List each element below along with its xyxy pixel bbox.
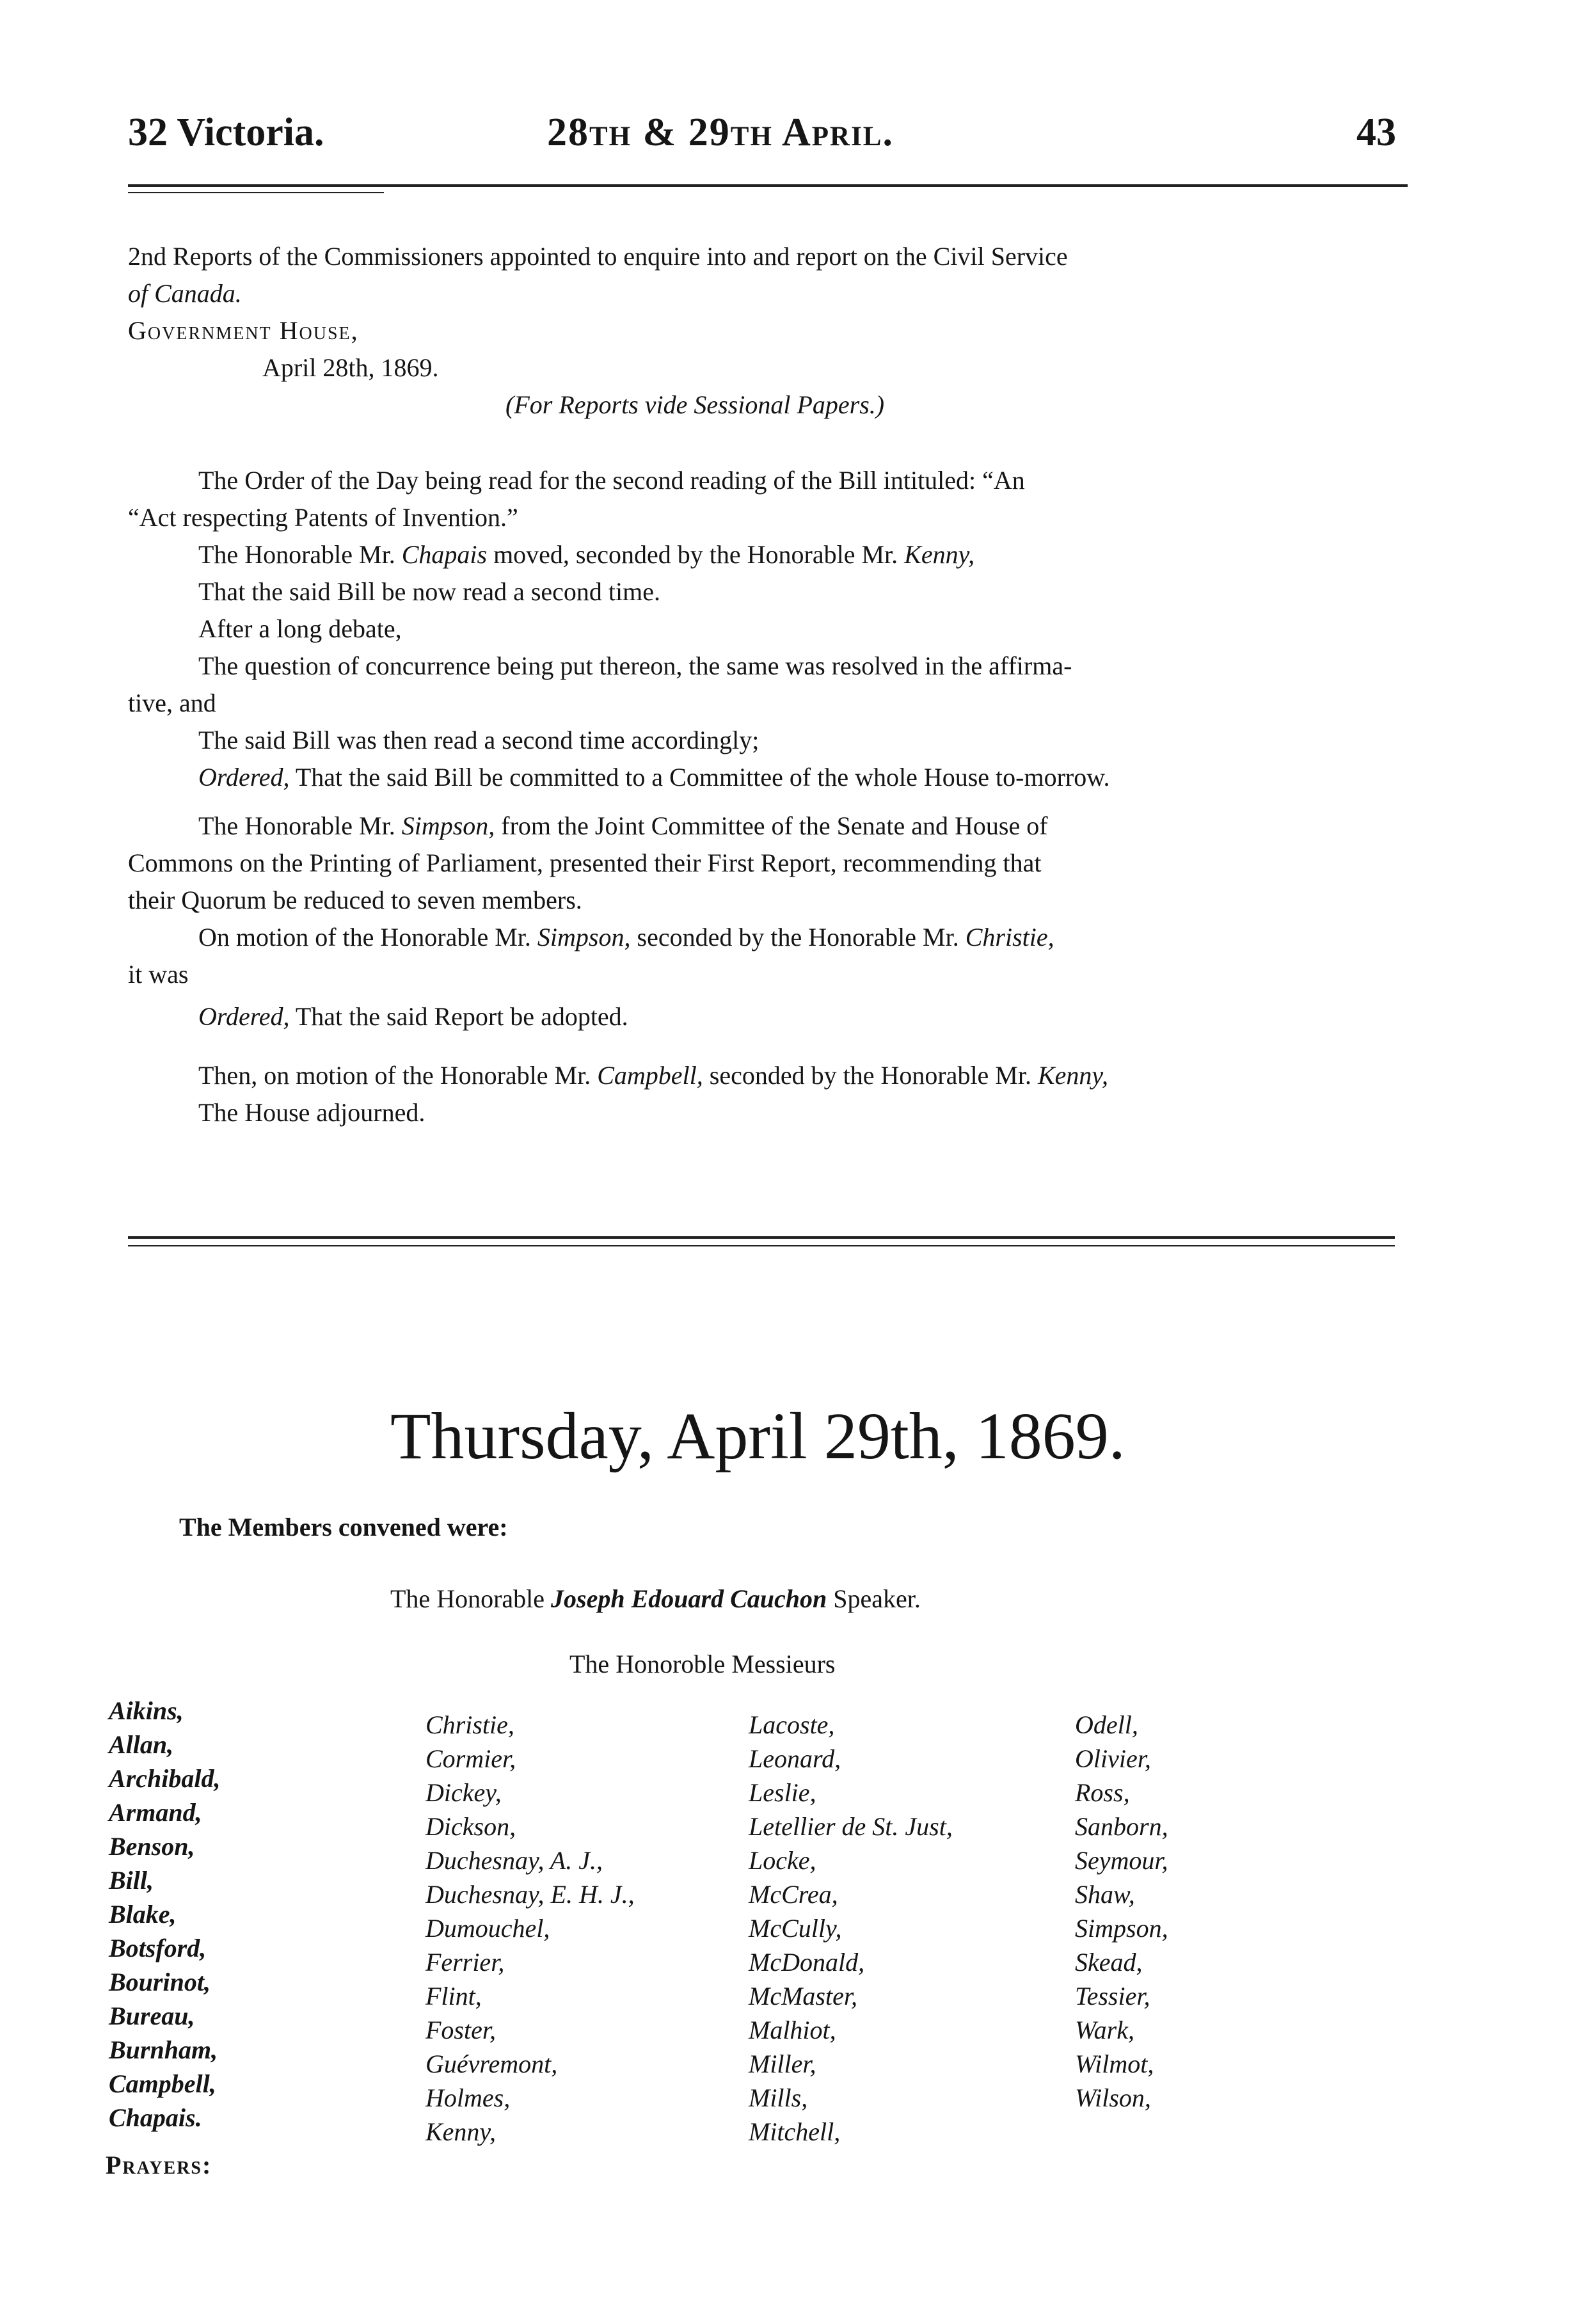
- member-name: Locke,: [749, 1846, 816, 1875]
- member-name: Foster,: [425, 2016, 496, 2044]
- member-name: Aikins,: [109, 1696, 184, 1725]
- member-name: Shaw,: [1075, 1880, 1135, 1909]
- ordered-label-2: Ordered,: [198, 1002, 290, 1031]
- member-name: Simpson,: [1075, 1914, 1168, 1943]
- member-name: Dickson,: [425, 1812, 516, 1841]
- adjourn-line-1c: seconded by the Honorable Mr.: [703, 1061, 1038, 1090]
- speaker-line: [390, 1580, 921, 1618]
- members-column-1: [109, 1694, 220, 2135]
- campbell-name: Campbell,: [597, 1061, 703, 1090]
- member-name: Wark,: [1075, 2016, 1134, 2044]
- member-name: Christie,: [425, 1710, 514, 1739]
- kenny-name: Kenny,: [1037, 1061, 1108, 1090]
- member-name: Chapais.: [109, 2103, 202, 2132]
- printing-line-6: [128, 998, 1408, 1035]
- seconder-name: Kenny,: [904, 540, 975, 569]
- running-head-center: 28th & 29th April.: [547, 111, 894, 154]
- printing-line-4: [128, 919, 1408, 956]
- order-line-9b: That the said Bill be committed to a Committee of the whole House to-morrow.: [289, 763, 1110, 792]
- printing-line-1: [128, 808, 1408, 845]
- header-rule-thick-part: [128, 192, 384, 193]
- member-name: McMaster,: [749, 1982, 857, 2010]
- reports-line-2-text: of Canada.: [128, 279, 242, 308]
- reports-paragraph: [128, 238, 1408, 424]
- order-line-6: The question of concurrence being put thereon, the same was resolved in the affirma-: [198, 651, 1072, 680]
- printing-line-2: Commons on the Printing of Parliament, presented their First Report, recommending that: [128, 848, 1042, 877]
- printing-line-5: it was: [128, 960, 189, 989]
- printing-line-6b: That the said Report be adopted.: [289, 1002, 628, 1031]
- running-head-left: 32 Victoria.: [128, 111, 324, 154]
- member-name: Bill,: [109, 1866, 154, 1895]
- printing-line-1a: The Honorable Mr.: [198, 811, 402, 840]
- reports-note: [128, 386, 1408, 424]
- printing-line-4c: seconded by the Honorable Mr.: [630, 923, 966, 951]
- member-name: Skead,: [1075, 1948, 1143, 1977]
- member-name: Burnham,: [109, 2035, 218, 2064]
- member-name: Bourinot,: [109, 1968, 211, 1996]
- day-title: Thursday, April 29th, 1869.: [390, 1399, 1125, 1473]
- order-line-9: [128, 759, 1408, 796]
- section-divider-rule: [128, 1236, 1395, 1239]
- mover-name: Chapais: [401, 540, 488, 569]
- order-line-3: [128, 536, 1408, 573]
- member-name: Holmes,: [425, 2083, 511, 2112]
- member-name: Sanborn,: [1075, 1812, 1168, 1841]
- reports-line-2: [128, 275, 1408, 312]
- member-name: Mills,: [749, 2083, 808, 2112]
- member-name: McCully,: [749, 1914, 842, 1943]
- adjourn-line-1a: Then, on motion of the Honorable Mr.: [198, 1061, 598, 1090]
- printing-line-1c: from the Joint Committee of the Senate and House of: [495, 811, 1048, 840]
- member-name: Guévremont,: [425, 2049, 558, 2078]
- members-column-2: [425, 1708, 635, 2149]
- member-name: Bureau,: [109, 2002, 195, 2030]
- prayers-heading: Prayers:: [106, 2151, 212, 2179]
- order-line-8: The said Bill was then read a second time accordingly;: [198, 726, 759, 754]
- member-name: Leslie,: [749, 1778, 816, 1807]
- member-name: Mitchell,: [749, 2117, 841, 2146]
- seconder-name-2: Christie,: [965, 923, 1054, 951]
- order-line-3a: The Honorable Mr.: [198, 540, 402, 569]
- simpson-name: Simpson,: [401, 811, 495, 840]
- member-name: Benson,: [109, 1832, 195, 1861]
- member-name: Duchesnay, E. H. J.,: [425, 1880, 635, 1909]
- printing-line-4a: On motion of the Honorable Mr.: [198, 923, 537, 951]
- members-column-4: [1075, 1708, 1168, 2115]
- speaker-name: Joseph Edouard Cauchon: [551, 1584, 827, 1613]
- adjourn-paragraph: [128, 1057, 1408, 1131]
- member-name: Miller,: [749, 2049, 816, 2078]
- member-name: Archibald,: [109, 1764, 221, 1793]
- member-name: Botsford,: [109, 1934, 207, 1962]
- speaker-line-b: Speaker.: [827, 1584, 921, 1613]
- mover-name-2: Simpson,: [537, 923, 631, 951]
- ordered-label: Ordered,: [198, 763, 290, 792]
- messieurs-heading: The Honoroble Messieurs: [569, 1650, 836, 1678]
- member-name: Flint,: [425, 1982, 482, 2010]
- order-line-4: That the said Bill be now read a second time.: [198, 577, 661, 606]
- order-line-7: tive, and: [128, 688, 216, 717]
- member-name: Odell,: [1075, 1710, 1138, 1739]
- member-name: Blake,: [109, 1900, 177, 1929]
- header-rule: [128, 184, 1408, 187]
- signature-date: April 28th, 1869.: [262, 353, 439, 382]
- reports-note-text: (For Reports vide Sessional Papers.): [505, 390, 885, 419]
- order-line-1: The Order of the Day being read for the second reading of the Bill intituled: “An: [198, 466, 1025, 495]
- member-name: Leonard,: [749, 1744, 841, 1773]
- member-name: Dickey,: [425, 1778, 502, 1807]
- government-house: Government House,: [128, 316, 359, 345]
- member-name: Malhiot,: [749, 2016, 836, 2044]
- speaker-line-a: The Honorable: [390, 1584, 552, 1613]
- member-name: Kenny,: [425, 2117, 496, 2146]
- page-number: 43: [1356, 111, 1396, 154]
- printing-line-3: their Quorum be reduced to seven members.: [128, 886, 582, 914]
- member-name: Duchesnay, A. J.,: [425, 1846, 603, 1875]
- members-convened: The Members convened were:: [179, 1513, 508, 1541]
- order-line-5: After a long debate,: [198, 614, 402, 643]
- member-name: Armand,: [109, 1798, 202, 1827]
- member-name: Dumouchel,: [425, 1914, 550, 1943]
- member-name: Campbell,: [109, 2069, 216, 2098]
- adjourn-line-2: The House adjourned.: [198, 1098, 425, 1127]
- members-column-3: [749, 1708, 953, 2149]
- adjourn-line-1: [128, 1057, 1408, 1094]
- order-line-2: “Act respecting Patents of Invention.”: [128, 503, 518, 532]
- order-paragraph: [128, 462, 1408, 796]
- member-name: Ross,: [1075, 1778, 1130, 1807]
- member-name: Allan,: [109, 1730, 174, 1759]
- member-name: Tessier,: [1075, 1982, 1150, 2010]
- order-line-3c: moved, seconded by the Honorable Mr.: [487, 540, 905, 569]
- member-name: McDonald,: [749, 1948, 865, 1977]
- member-name: Ferrier,: [425, 1948, 505, 1977]
- printing-paragraph: [128, 808, 1408, 1035]
- member-name: Letellier de St. Just,: [749, 1812, 953, 1841]
- member-name: Wilmot,: [1075, 2049, 1154, 2078]
- member-name: Lacoste,: [749, 1710, 835, 1739]
- member-name: Wilson,: [1075, 2083, 1151, 2112]
- member-name: Cormier,: [425, 1744, 516, 1773]
- member-name: McCrea,: [749, 1880, 838, 1909]
- section-divider-rule-2: [128, 1245, 1395, 1246]
- member-name: Seymour,: [1075, 1846, 1168, 1875]
- reports-line-1: 2nd Reports of the Commissioners appointed to enquire into and report on the Civil Service: [128, 242, 1068, 271]
- member-name: Olivier,: [1075, 1744, 1151, 1773]
